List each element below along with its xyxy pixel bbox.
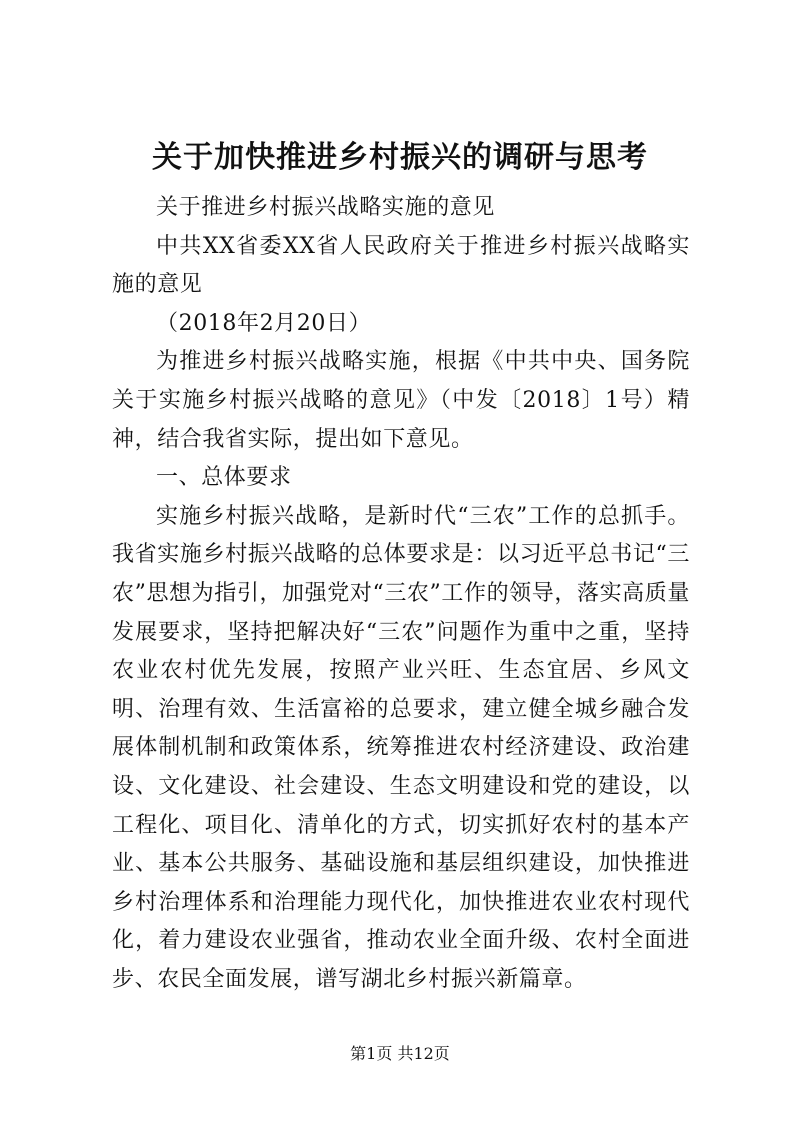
page-number: 第1页 共12页 <box>350 1044 450 1063</box>
paragraph-requirements: 实施乡村振兴战略，是新时代“三农”工作的总抓手。我省实施乡村振兴战略的总体要求是：以习近平总书记“三农”思想为指引，加强党对“三农”工作的领导，落实高质量发展要求，坚持把解决好“三农”问题作为重中之重，坚持农业农村优先发展，按照产业兴旺、生态宜居、乡风文明、治理有效、生活富裕的总要求，建立健全城乡融合发展体制机制和政策体系，统筹推进农村经济建设、政治建设、文化建设、社会建设、生态文明建设和党的建设，以工程化、项目化、清单化的方式，切实抓好农村的基本产业、基本公共服务、基础设施和基层组织建设，加快推进乡村治理体系和治理能力现代化，加快推进农业农村现代化，着力建设农业强省，推动农业全面升级、农村全面进步、农民全面发展，谱写湖北乡村振兴新篇章。 <box>112 503 690 992</box>
paragraph-issuer: 中共XX省委XX省人民政府关于推进乡村振兴战略实施的意见 <box>112 233 690 298</box>
paragraph-subtitle: 关于推进乡村振兴战略实施的意见 <box>156 195 496 220</box>
paragraph-date: （2018年2月20日） <box>156 310 372 336</box>
document-body <box>112 189 690 999</box>
document-title: 关于加快推进乡村振兴的调研与思考 <box>152 140 648 175</box>
paragraph-intro: 为推进乡村振兴战略实施，根据《中共中央、国务院关于实施乡村振兴战略的意见》（中发〔2018〕1号）精神，结合我省实际，提出如下意见。 <box>112 349 690 452</box>
section-heading: 一、总体要求 <box>156 465 292 491</box>
